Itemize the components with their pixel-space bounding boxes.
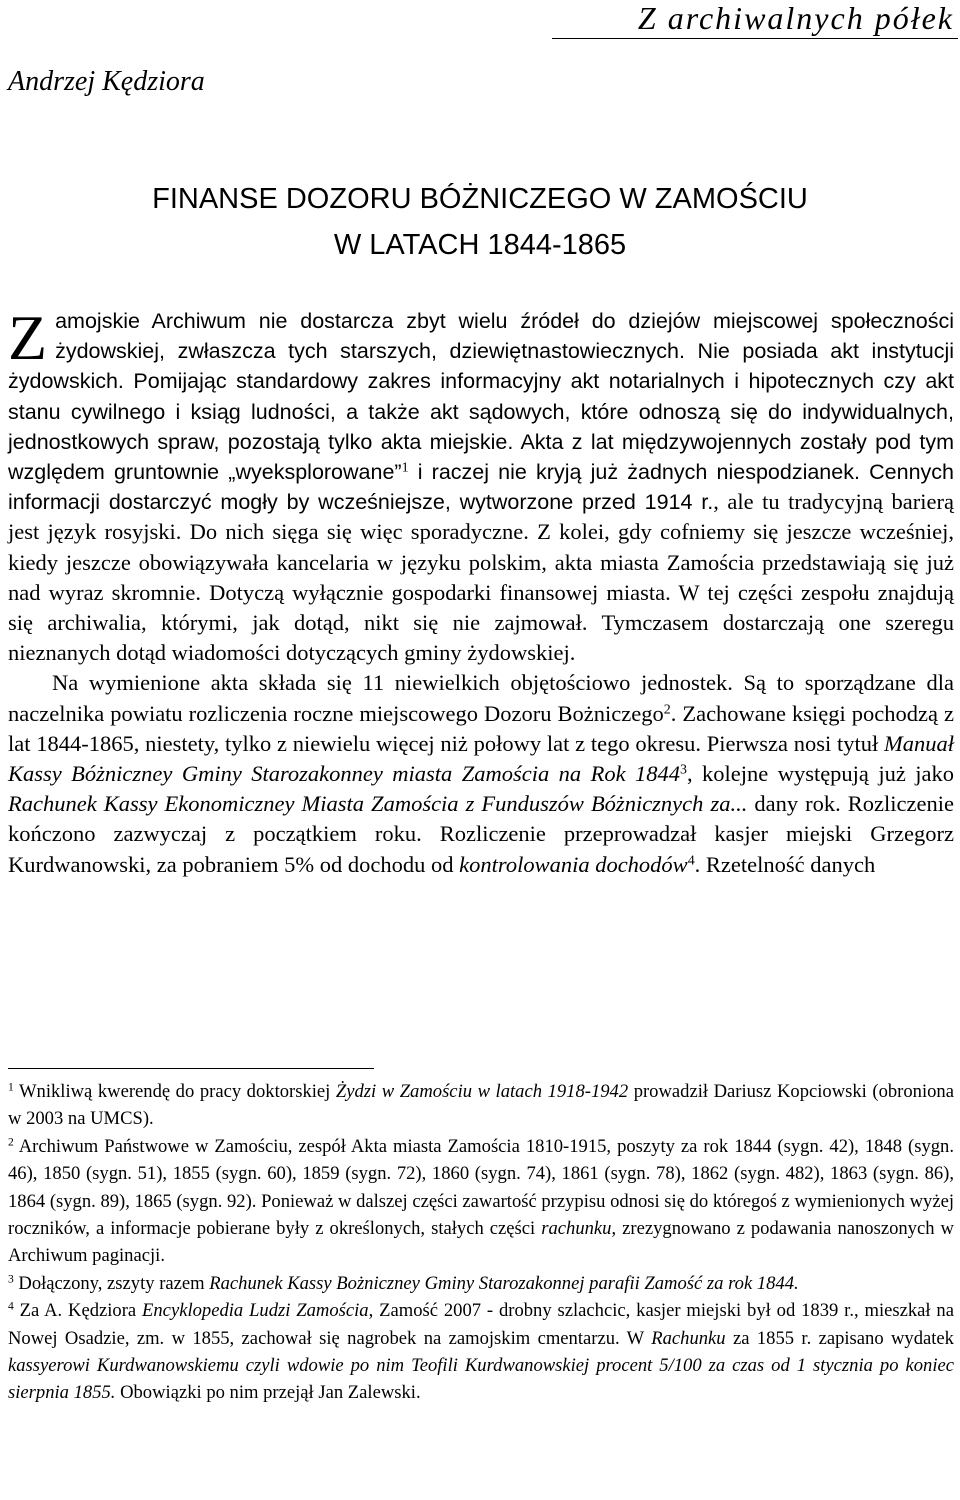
footnote-2 [8,1133,954,1270]
footnote-3-italic: Rachunek Kassy Bożniczney Gminy Starozakonnej parafii Zamość za rok 1844. [209,1272,799,1294]
footnote-4-italic-3: kassyerowi Kurdwanowskiemu czyli wdowie po nim Teofili Kurdwanowskiej procent 5/100 za czas od 1 stycznia po koniec sierpnia 1855. [8,1355,954,1404]
footnote-2-text-b: , zrezygnowano z podawania nanoszonych w Archiwum paginacji. [8,1218,954,1267]
footnote-ref-1[interactable]: 1 [401,460,409,476]
footnote-4-text-c: za 1855 r. zapisano wydatek [725,1327,954,1349]
footnote-2-text-a: Archiwum Państwowe w Zamościu, zespół Akta miasta Zamościa 1810-1915, poszyty za rok 1844 (sygn. 42), 1848 (sygn. 46), 1850 (sygn. 51), 1855 (sygn. 60), 1859 (sygn. 72), 1860 (sygn. 74), 1861 (sygn. 78), 1862 (sygn. 482), 1863 (sygn. 86), 1864 (sygn. 89), 1865 (sygn. 92). Ponieważ w dalszej części zawartość przypisu odnosi się do któregoś z wymienionych wyżej roczników, a informacje pobierane były z określonych, stałych części [8,1135,954,1240]
running-header: Z archiwalnych półek [637,0,954,36]
footnote-2-number: 2 [8,1136,14,1149]
footnote-1 [8,1078,954,1133]
footnote-3-text-a: Dołączony, zszyty razem [13,1272,210,1294]
paragraph-1-sentence-5: , ale tu tradycyjną barierą jest język rosyjski. Do nich sięga się więc sporadyczne. Z kolei, gdy cofniemy się jeszcze wcześniej, kiedy jeszcze obowiązywała kancelaria w języku polskim, akta miasta Zamościa przedstawiają się już nad wyraz skromnie. Dotyczą wyłącznie gospodarki finansowej miasta. W tej części zespołu znajdują się archiwalia, którymi, jak dotąd, nikt się nie zajmował. Tymczasem dostarczają one szeregu nieznanych dotąd wiadomości dotyczących gminy żydowskiej. [8,489,954,666]
paragraph-2 [8,668,954,879]
paragraph-2-text-4: dany rok. Rozliczenie kończono zazwyczaj z początkiem roku. Rozliczenie przeprowadzał kasjer miejski Grzegorz Kurdwanowski, za pobraniem 5% od dochodu od [8,791,954,877]
article-body [8,302,954,880]
footnote-ref-4[interactable]: 4 [687,852,695,868]
title-line-1: FINANSE DOZORU BÓŻNICZEGO W ZAMOŚCIU [152,183,808,215]
paragraph-1-sentence-1: amojskie Archiwum nie dostarcza zbyt wielu źródeł do dziejów miejscowej społeczności żydowskiej, zwłaszcza tych starszych, dziewiętnastowiecznych. Nie posiada akt instytucji żydowskich. [8,309,954,394]
footnote-1-text-a: Wnikliwą kwerendę do pracy doktorskiej [13,1081,336,1102]
footnote-ref-2[interactable]: 2 [663,701,671,717]
footnotes [8,1078,954,1407]
footnote-4-text-d: Obowiązki po nim przejął Jan Zalewski. [115,1382,421,1404]
footnote-4 [8,1297,954,1407]
drop-cap: Z [8,302,48,373]
paragraph-1 [8,302,954,668]
footnote-rule [8,1068,374,1069]
author-name: Andrzej Kędziora [8,66,205,97]
paragraph-2-text-2: . Zachowane księgi pochodzą z lat 1844-1865, niestety, tylko z niewielu więcej niż połowy lat z tego okresu. Pierwsza nosi tytuł [8,700,954,756]
header-rule [552,38,958,39]
paragraph-1-sentence-4: Cennych informacji dostarczyć mogły by wcześniejsze, wytworzone przed 1914 r. [8,460,954,515]
footnote-1-number: 1 [8,1081,14,1094]
footnote-4-text-b: , Zamość 2007 - drobny szlachcic, kasjer miejski był od 1839 r., mieszkał na Nowej Osadzie, zm. w 1855, zachował się nagrobek na zamojskim cmentarzu. W [8,1300,954,1349]
footnote-4-italic-2: Rachunku [651,1327,726,1349]
article-title [0,176,960,268]
paragraph-1-sentence-3b: i raczej nie kryją już żadnych niespodzianek. [408,460,860,485]
footnote-1-text-b: prowadził Dariusz Kopciowski (obroniona w 2003 na UMCS). [8,1081,954,1130]
paragraph-1-sentence-3: Akta z lat międzywojennych zostały pod tym względem gruntownie „wyeksplorowane” [8,429,954,485]
paragraph-2-italic-1: Manuał Kassy Bóżniczney Gminy Starozakonney miasta Zamościa na Rok 1844 [8,730,954,787]
footnote-3-number: 3 [8,1273,14,1286]
footnote-2-italic: rachunku [541,1218,612,1240]
title-line-2: W LATACH 1844-1865 [333,229,627,261]
footnote-4-text-a: Za A. Kędziora [13,1300,143,1322]
paragraph-1-sentence-2: Pomijając standardowy zakres informacyjny akt notarialnych i hipotecznych czy akt stanu cywilnego i ksiąg ludności, a także akt sądowych, które odnoszą się do indywidualnych, jednostkowych spraw, pozostają tylko akta miejskie. [8,369,954,454]
paragraph-2-text-3: , kolejne występują już jako [686,761,954,787]
footnote-4-number: 4 [8,1300,14,1313]
paragraph-2-italic-2: Rachunek Kassy Ekonomiczney Miasta Zamościa z Funduszów Bóżnicznych za... [8,791,748,817]
footnote-1-italic: Żydzi w Zamościu w latach 1918-1942 [335,1081,629,1102]
footnote-4-italic-1: Encyklopedia Ludzi Zamościa [142,1300,369,1322]
paragraph-2-text-1: Na wymienione akta składa się 11 niewielkich objętościowo jednostek. Są to sporządzane dla naczelnika powiatu rozliczenia roczne miejscowego Dozoru Bożniczego [8,670,954,726]
paragraph-2-text-5: . Rzetelność danych [694,851,876,877]
paragraph-2-italic-3: kontrolowania dochodów [459,851,688,877]
footnote-ref-3[interactable]: 3 [680,762,687,778]
footnote-3 [8,1270,954,1297]
